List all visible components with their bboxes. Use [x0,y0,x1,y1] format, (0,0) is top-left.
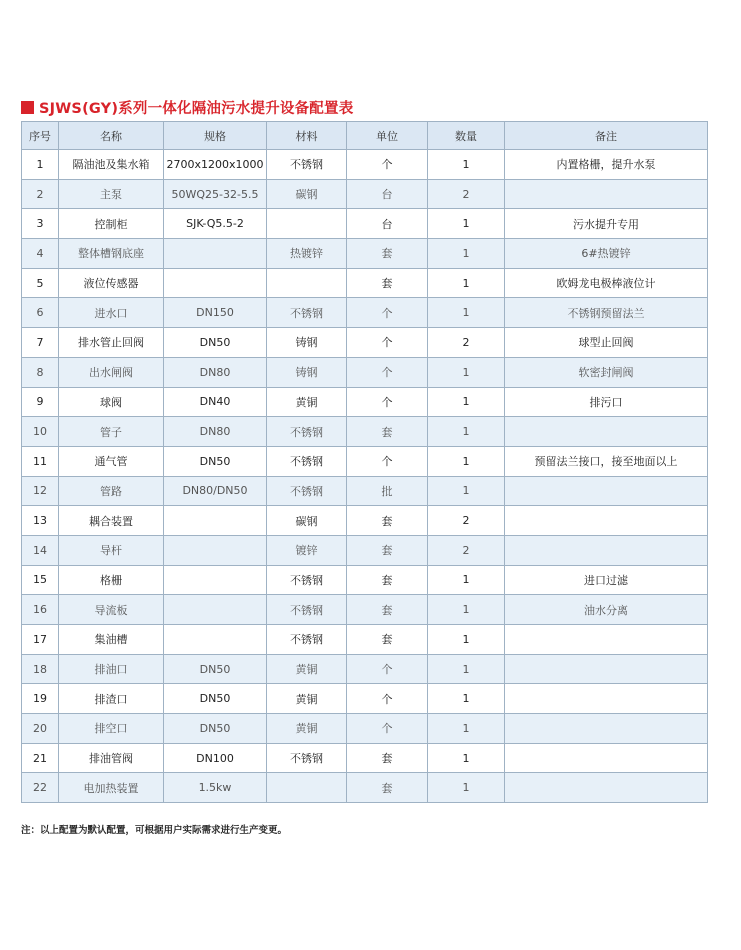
cell-index: 7 [22,328,59,358]
cell-remarks [505,506,708,536]
table-body [22,150,708,803]
cell-remarks: 污水提升专用 [505,209,708,239]
cell-remarks: 软密封闸阀 [505,357,708,387]
configuration-table [21,121,708,803]
cell-spec: DN80 [164,357,267,387]
cell-remarks [505,743,708,773]
cell-remarks [505,535,708,565]
cell-quantity: 2 [428,328,505,358]
cell-quantity: 2 [428,535,505,565]
cell-material: 不锈钢 [267,446,347,476]
cell-spec: 50WQ25-32-5.5 [164,179,267,209]
cell-quantity: 1 [428,773,505,803]
cell-spec: DN50 [164,654,267,684]
table-row [22,357,708,387]
cell-unit: 个 [347,387,428,417]
cell-remarks: 欧姆龙电极棒液位计 [505,268,708,298]
cell-spec [164,239,267,269]
table-row [22,773,708,803]
cell-spec: DN50 [164,684,267,714]
cell-material: 不锈钢 [267,417,347,447]
cell-unit: 个 [347,298,428,328]
cell-name: 控制柜 [59,209,164,239]
cell-quantity: 1 [428,446,505,476]
cell-remarks [505,179,708,209]
cell-name: 耦合装置 [59,506,164,536]
cell-spec: DN50 [164,446,267,476]
cell-unit: 套 [347,773,428,803]
cell-index: 13 [22,506,59,536]
table-row [22,239,708,269]
cell-unit: 套 [347,743,428,773]
cell-material: 不锈钢 [267,565,347,595]
cell-spec [164,535,267,565]
cell-quantity: 1 [428,743,505,773]
cell-remarks: 排污口 [505,387,708,417]
cell-quantity: 1 [428,387,505,417]
cell-index: 15 [22,565,59,595]
cell-quantity: 1 [428,565,505,595]
cell-spec: DN80/DN50 [164,476,267,506]
cell-unit: 套 [347,239,428,269]
cell-material: 铸钢 [267,328,347,358]
cell-remarks [505,654,708,684]
table-row [22,654,708,684]
cell-unit: 套 [347,268,428,298]
cell-index: 6 [22,298,59,328]
cell-name: 排水管止回阀 [59,328,164,358]
cell-spec: SJK-Q5.5-2 [164,209,267,239]
cell-index: 12 [22,476,59,506]
cell-name: 集油槽 [59,625,164,655]
cell-remarks [505,417,708,447]
table-row [22,625,708,655]
cell-index: 22 [22,773,59,803]
cell-index: 21 [22,743,59,773]
cell-remarks [505,684,708,714]
cell-spec: DN40 [164,387,267,417]
cell-material: 黄铜 [267,714,347,744]
table-title [21,97,353,117]
cell-unit: 批 [347,476,428,506]
table-row [22,476,708,506]
cell-material [267,773,347,803]
cell-index: 1 [22,150,59,180]
cell-quantity: 1 [428,268,505,298]
cell-index: 18 [22,654,59,684]
cell-material: 铸钢 [267,357,347,387]
table-row [22,417,708,447]
cell-material: 热镀锌 [267,239,347,269]
cell-remarks [505,625,708,655]
cell-material: 碳钢 [267,506,347,536]
cell-remarks: 球型止回阀 [505,328,708,358]
cell-spec [164,625,267,655]
table-row [22,684,708,714]
cell-quantity: 1 [428,684,505,714]
cell-quantity: 1 [428,357,505,387]
header-spec: 规格 [164,122,267,150]
cell-spec [164,268,267,298]
cell-name: 主泵 [59,179,164,209]
cell-remarks: 进口过滤 [505,565,708,595]
table-header-row [22,122,708,150]
header-name: 名称 [59,122,164,150]
cell-remarks [505,476,708,506]
cell-name: 排渣口 [59,684,164,714]
cell-spec: DN100 [164,743,267,773]
table-row [22,714,708,744]
cell-material [267,209,347,239]
cell-material: 黄铜 [267,387,347,417]
cell-unit: 套 [347,595,428,625]
table-row [22,328,708,358]
cell-quantity: 1 [428,654,505,684]
cell-unit: 个 [347,357,428,387]
cell-quantity: 1 [428,714,505,744]
table-row [22,506,708,536]
cell-index: 3 [22,209,59,239]
cell-index: 8 [22,357,59,387]
cell-spec: DN150 [164,298,267,328]
cell-spec: DN50 [164,328,267,358]
title-marker-square [21,101,34,114]
cell-material: 镀锌 [267,535,347,565]
cell-quantity: 1 [428,595,505,625]
cell-name: 管路 [59,476,164,506]
cell-index: 5 [22,268,59,298]
cell-remarks [505,714,708,744]
cell-unit: 套 [347,535,428,565]
cell-index: 20 [22,714,59,744]
cell-unit: 套 [347,417,428,447]
cell-name: 导流板 [59,595,164,625]
cell-name: 液位传感器 [59,268,164,298]
cell-index: 11 [22,446,59,476]
cell-index: 14 [22,535,59,565]
cell-spec [164,506,267,536]
cell-unit: 个 [347,446,428,476]
cell-unit: 套 [347,565,428,595]
cell-unit: 台 [347,179,428,209]
table-row [22,179,708,209]
cell-name: 整体槽钢底座 [59,239,164,269]
cell-material: 碳钢 [267,179,347,209]
cell-material [267,268,347,298]
cell-material: 不锈钢 [267,625,347,655]
cell-spec [164,565,267,595]
cell-spec: DN50 [164,714,267,744]
cell-index: 2 [22,179,59,209]
cell-index: 10 [22,417,59,447]
cell-material: 不锈钢 [267,150,347,180]
cell-name: 格栅 [59,565,164,595]
cell-index: 17 [22,625,59,655]
cell-material: 黄铜 [267,684,347,714]
cell-unit: 个 [347,654,428,684]
table-row [22,387,708,417]
cell-unit: 个 [347,150,428,180]
cell-remarks [505,773,708,803]
cell-material: 黄铜 [267,654,347,684]
cell-index: 4 [22,239,59,269]
cell-index: 9 [22,387,59,417]
cell-unit: 个 [347,684,428,714]
cell-remarks: 6#热镀锌 [505,239,708,269]
cell-name: 管子 [59,417,164,447]
table-row [22,268,708,298]
header-material: 材料 [267,122,347,150]
cell-material: 不锈钢 [267,476,347,506]
table-row [22,535,708,565]
cell-quantity: 1 [428,417,505,447]
table-row [22,298,708,328]
cell-name: 通气管 [59,446,164,476]
cell-name: 排油管阀 [59,743,164,773]
footnote: 注：以上配置为默认配置，可根据用户实际需求进行生产变更。 [21,825,288,836]
table-row [22,595,708,625]
cell-name: 进水口 [59,298,164,328]
table-row [22,209,708,239]
table-row [22,565,708,595]
cell-quantity: 1 [428,476,505,506]
cell-material: 不锈钢 [267,595,347,625]
cell-remarks: 油水分离 [505,595,708,625]
cell-quantity: 2 [428,179,505,209]
title-text: SJWS(GY)系列一体化隔油污水提升设备配置表 [39,100,354,117]
cell-name: 排空口 [59,714,164,744]
cell-unit: 套 [347,506,428,536]
header-index: 序号 [22,122,59,150]
header-remarks: 备注 [505,122,708,150]
cell-material: 不锈钢 [267,298,347,328]
cell-quantity: 1 [428,209,505,239]
header-unit: 单位 [347,122,428,150]
cell-quantity: 2 [428,506,505,536]
header-quantity: 数量 [428,122,505,150]
cell-remarks: 预留法兰接口，接至地面以上 [505,446,708,476]
cell-index: 19 [22,684,59,714]
cell-spec: 1.5kw [164,773,267,803]
cell-index: 16 [22,595,59,625]
cell-quantity: 1 [428,150,505,180]
cell-quantity: 1 [428,625,505,655]
cell-spec: DN80 [164,417,267,447]
cell-remarks: 内置格栅，提升水泵 [505,150,708,180]
cell-unit: 套 [347,625,428,655]
cell-name: 球阀 [59,387,164,417]
table-row [22,150,708,180]
table-row [22,743,708,773]
cell-name: 导杆 [59,535,164,565]
table-row [22,446,708,476]
cell-material: 不锈钢 [267,743,347,773]
cell-unit: 个 [347,714,428,744]
cell-name: 出水闸阀 [59,357,164,387]
cell-remarks: 不锈钢预留法兰 [505,298,708,328]
cell-spec: 2700x1200x1000 [164,150,267,180]
cell-spec [164,595,267,625]
cell-name: 排油口 [59,654,164,684]
cell-name: 电加热装置 [59,773,164,803]
cell-unit: 台 [347,209,428,239]
cell-name: 隔油池及集水箱 [59,150,164,180]
cell-quantity: 1 [428,239,505,269]
cell-quantity: 1 [428,298,505,328]
cell-unit: 个 [347,328,428,358]
